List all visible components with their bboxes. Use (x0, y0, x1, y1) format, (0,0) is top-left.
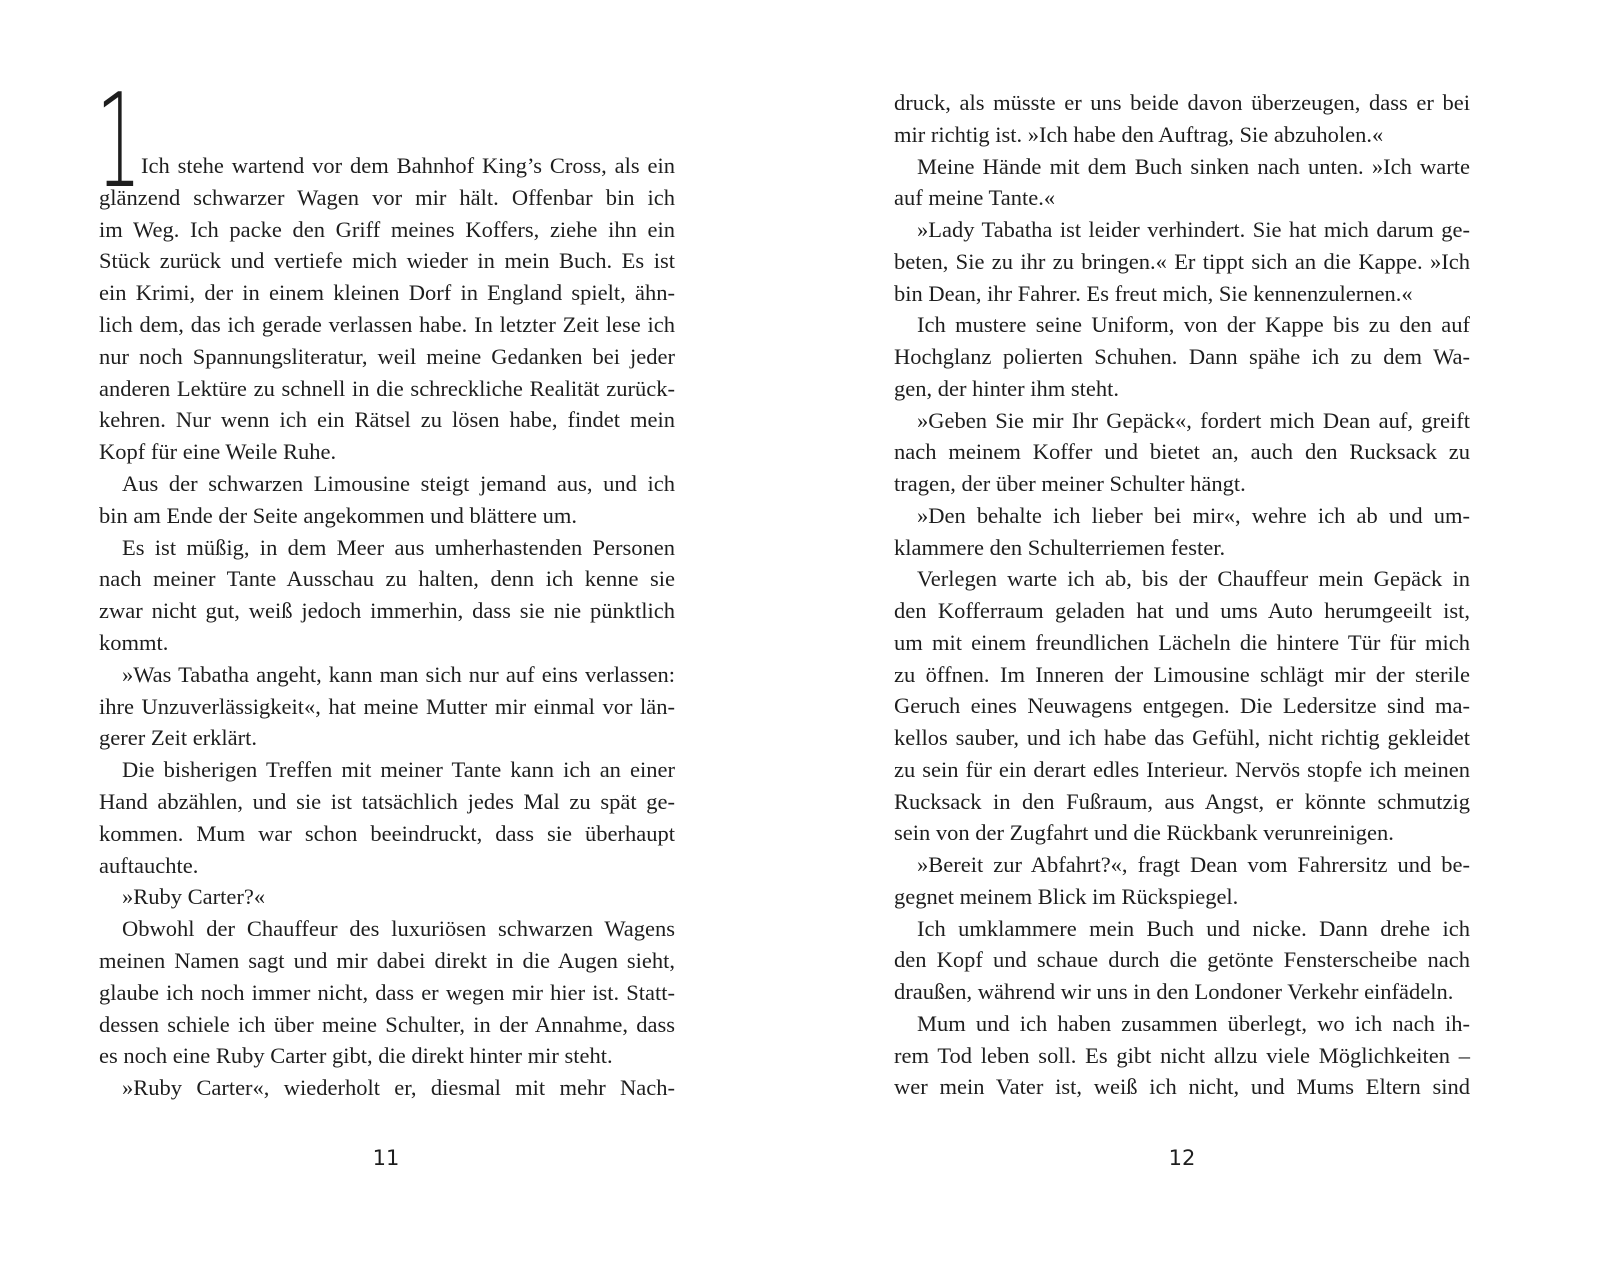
chapter-number: 1 (96, 65, 142, 217)
text-line: kommt. (99, 630, 169, 655)
text-line: »Den behalte ich lieber bei mir«, wehre ich ab und um- (917, 503, 1470, 528)
page-number-right: 12 (1168, 1146, 1196, 1170)
text-line: klammere den Schulterriemen fester. (894, 535, 1226, 560)
text-line: wer mein Vater ist, weiß ich nicht, und Mums Eltern sind (894, 1074, 1470, 1099)
text-line: nach meiner Tante Ausschau zu halten, denn ich kenne sie (99, 566, 675, 591)
text-line: auf meine Tante.« (894, 185, 1056, 210)
text-line: kellos sauber, und ich habe das Gefühl, nicht richtig gekleidet (894, 725, 1470, 750)
text-line: nach meinem Koffer und bietet an, auch den Rucksack zu (894, 439, 1470, 464)
text-line: »Ruby Carter«, wiederholt er, diesmal mit mehr Nach- (122, 1075, 675, 1100)
page-number-left: 11 (372, 1146, 400, 1170)
text-line: Aus der schwarzen Limousine steigt jemand aus, und ich (122, 471, 675, 496)
text-line: rem Tod leben soll. Es gibt nicht allzu viele Möglichkeiten – (894, 1043, 1470, 1068)
text-line: Hand abzählen, und sie ist tatsächlich jedes Mal zu spät ge- (99, 789, 675, 814)
text-line: draußen, während wir uns in den Londoner Verkehr einfädeln. (894, 979, 1454, 1004)
text-line: zwar nicht gut, weiß jedoch immerhin, dass sie nie pünktlich (99, 598, 675, 623)
text-line: anderen Lektüre zu schnell in die schreckliche Realität zurück- (99, 376, 675, 401)
text-line: gen, der hinter ihm steht. (894, 376, 1119, 401)
text-line: dessen schiele ich über meine Schulter, in der Annahme, dass (99, 1012, 675, 1037)
text-line: Kopf für eine Weile Ruhe. (99, 439, 337, 464)
text-line: nur noch Spannungsliteratur, weil meine Gedanken bei jeder (99, 344, 675, 369)
right-page (800, 0, 1600, 1274)
text-line: ein Krimi, der in einem kleinen Dorf in England spielt, ähn- (99, 280, 675, 305)
text-line: bin am Ende der Seite angekommen und blättere um. (99, 503, 577, 528)
text-line: lich dem, das ich gerade verlassen habe. In letzter Zeit lese ich (99, 312, 675, 337)
text-line: meinen Namen sagt und mir dabei direkt in die Augen sieht, (99, 948, 675, 973)
text-line: Meine Hände mit dem Buch sinken nach unten. »Ich warte (917, 154, 1470, 179)
text-line: Ich umklammere mein Buch und nicke. Dann drehe ich (917, 916, 1470, 941)
text-line: Obwohl der Chauffeur des luxuriösen schwarzen Wagens (122, 916, 675, 941)
text-line: bin Dean, ihr Fahrer. Es freut mich, Sie kennenzulernen.« (894, 281, 1413, 306)
text-line: tragen, der über meiner Schulter hängt. (894, 471, 1246, 496)
text-line: auftauchte. (99, 853, 199, 878)
text-line: glänzend schwarzer Wagen vor mir hält. Offenbar bin ich (99, 185, 675, 210)
text-line: den Kopf und schaue durch die getönte Fensterscheibe nach (894, 947, 1470, 972)
text-line: Rucksack in den Fußraum, aus Angst, er könnte schmutzig (894, 789, 1470, 814)
text-line: sein von der Zugfahrt und die Rückbank verunreinigen. (894, 820, 1394, 845)
text-line: glaube ich noch immer nicht, dass er wegen mir hier ist. Statt- (99, 980, 675, 1005)
text-line: »Lady Tabatha ist leider verhindert. Sie hat mich darum ge- (917, 217, 1470, 242)
text-line: den Kofferraum geladen hat und ums Auto herumgeeilt ist, (894, 598, 1470, 623)
text-line: Die bisherigen Treffen mit meiner Tante kann ich an einer (122, 757, 675, 782)
text-line: »Geben Sie mir Ihr Gepäck«, fordert mich Dean auf, greift (917, 408, 1470, 433)
text-line: gegnet meinem Blick im Rückspiegel. (894, 884, 1239, 909)
text-line: gerer Zeit erklärt. (99, 725, 258, 750)
text-line: zu sein für ein derart edles Interieur. Nervös stopfe ich meinen (894, 757, 1470, 782)
text-line: im Weg. Ich packe den Griff meines Koffers, ziehe ihn ein (99, 217, 675, 242)
text-line: Geruch eines Neuwagens entgegen. Die Ledersitze sind ma- (894, 693, 1470, 718)
text-line: mir richtig ist. »Ich habe den Auftrag, Sie abzuholen.« (894, 122, 1384, 147)
text-line: ihre Unzuverlässigkeit«, hat meine Mutter mir einmal vor län- (99, 694, 675, 719)
text-line: Ich mustere seine Uniform, von der Kappe bis zu den auf (917, 312, 1470, 337)
text-line: »Bereit zur Abfahrt?«, fragt Dean vom Fahrersitz und be- (917, 852, 1470, 877)
text-line: Hochglanz polierten Schuhen. Dann spähe ich zu dem Wa- (894, 344, 1470, 369)
text-line: druck, als müsste er uns beide davon überzeugen, dass er bei (894, 90, 1470, 115)
text-line: Es ist müßig, in dem Meer aus umherhastenden Personen (122, 535, 675, 560)
text-line: Verlegen warte ich ab, bis der Chauffeur mein Gepäck in (917, 566, 1470, 591)
text-line: es noch eine Ruby Carter gibt, die direkt hinter mir steht. (99, 1043, 613, 1068)
text-line: »Ruby Carter?« (122, 884, 266, 909)
text-line: um mit einem freundlichen Lächeln die hintere Tür für mich (894, 630, 1470, 655)
text-line: kehren. Nur wenn ich ein Rätsel zu lösen habe, findet mein (99, 407, 675, 432)
text-line: Mum und ich haben zusammen überlegt, wo ich nach ih- (917, 1011, 1470, 1036)
text-line: »Was Tabatha angeht, kann man sich nur auf eins verlassen: (122, 662, 675, 687)
text-line: Stück zurück und vertiefe mich wieder in mein Buch. Es ist (99, 248, 675, 273)
text-line: beten, Sie zu ihr zu bringen.« Er tippt sich an die Kappe. »Ich (894, 249, 1470, 274)
text-line: Ich stehe wartend vor dem Bahnhof King’s Cross, als ein (141, 153, 675, 178)
text-line: zu öffnen. Im Inneren der Limousine schlägt mir der sterile (894, 662, 1470, 687)
text-line: kommen. Mum war schon beeindruckt, dass sie überhaupt (99, 821, 675, 846)
